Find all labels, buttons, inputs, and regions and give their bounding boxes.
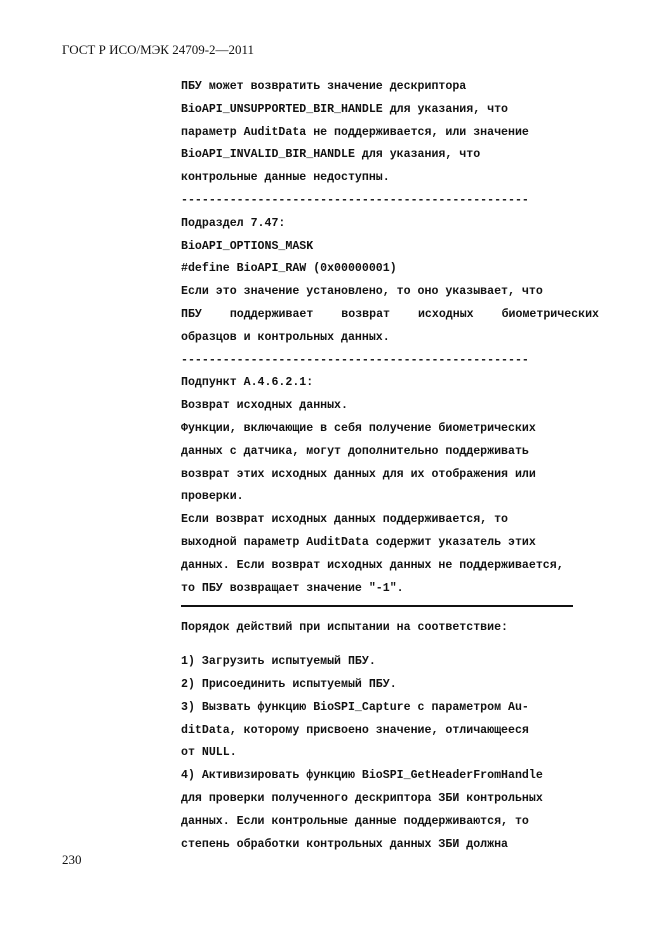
code-define: #define BioAPI_RAW (0x00000001) [181,262,397,276]
text-line: образцов и контрольных данных. [181,330,390,344]
section-ref: Подраздел 7.47: [181,216,286,230]
text-line: Если возврат исходных данных поддерживается, то [181,513,508,527]
text-line: проверки. [181,490,244,504]
procedure-step: ditData, которому присвоено значение, отличающееся [181,723,529,737]
text-line: то ПБУ возвращает значение "-1". [181,581,404,595]
page-number: 230 [62,852,82,867]
text-line: Возврат исходных данных. [181,399,348,413]
procedure-step: для проверки полученного дескриптора ЗБИ контрольных [181,791,543,805]
text-line: BioAPI_INVALID_BIR_HANDLE для указания, что [181,148,481,162]
document-body [181,76,599,856]
dashed-separator: -------------------------------------------------- [181,193,529,207]
text-line: параметр AuditData не поддерживается, или значение [181,125,529,139]
procedure-step: 2) Присоединить испытуемый ПБУ. [181,677,397,691]
procedure-step: 4) Активизировать функцию BioSPI_GetHeaderFromHandle [181,769,543,783]
procedure-step: 3) Вызвать функцию BioSPI_Capture с параметром Au- [181,700,529,714]
spacer [181,640,599,651]
procedure-step: данных. Если контрольные данные поддерживаются, то [181,814,529,828]
procedure-step: от NULL. [181,746,237,760]
procedure-heading: Порядок действий при испытании на соответствие: [181,621,508,635]
text-line: выходной параметр AuditData содержит указатель этих [181,535,536,549]
text-line: Если это значение установлено, то оно указывает, что [181,285,543,299]
procedure-step: степень обработки контрольных данных ЗБИ должна [181,837,508,851]
text-line: ПБУ поддерживает возврат исходных биометрических [181,307,599,321]
text-line: BioAPI_UNSUPPORTED_BIR_HANDLE для указания, что [181,102,508,116]
text-line: данных с датчика, могут дополнительно поддерживать [181,444,529,458]
horizontal-rule [181,605,573,607]
running-header: ГОСТ Р ИСО/МЭК 24709-2—2011 [62,42,255,57]
text-line: Функции, включающие в себя получение биометрических [181,421,536,435]
dashed-separator: -------------------------------------------------- [181,353,529,367]
text-line: возврат этих исходных данных для их отображения или [181,467,536,481]
text-line: данных. Если возврат исходных данных не поддерживается, [181,558,564,572]
section-ref: Подпункт А.4.6.2.1: [181,376,314,390]
text-line: ПБУ может возвратить значение дескриптора [181,80,467,93]
code-identifier: BioAPI_OPTIONS_MASK [181,239,314,253]
procedure-step: 1) Загрузить испытуемый ПБУ. [181,655,376,669]
text-line: контрольные данные недоступны. [181,171,390,185]
